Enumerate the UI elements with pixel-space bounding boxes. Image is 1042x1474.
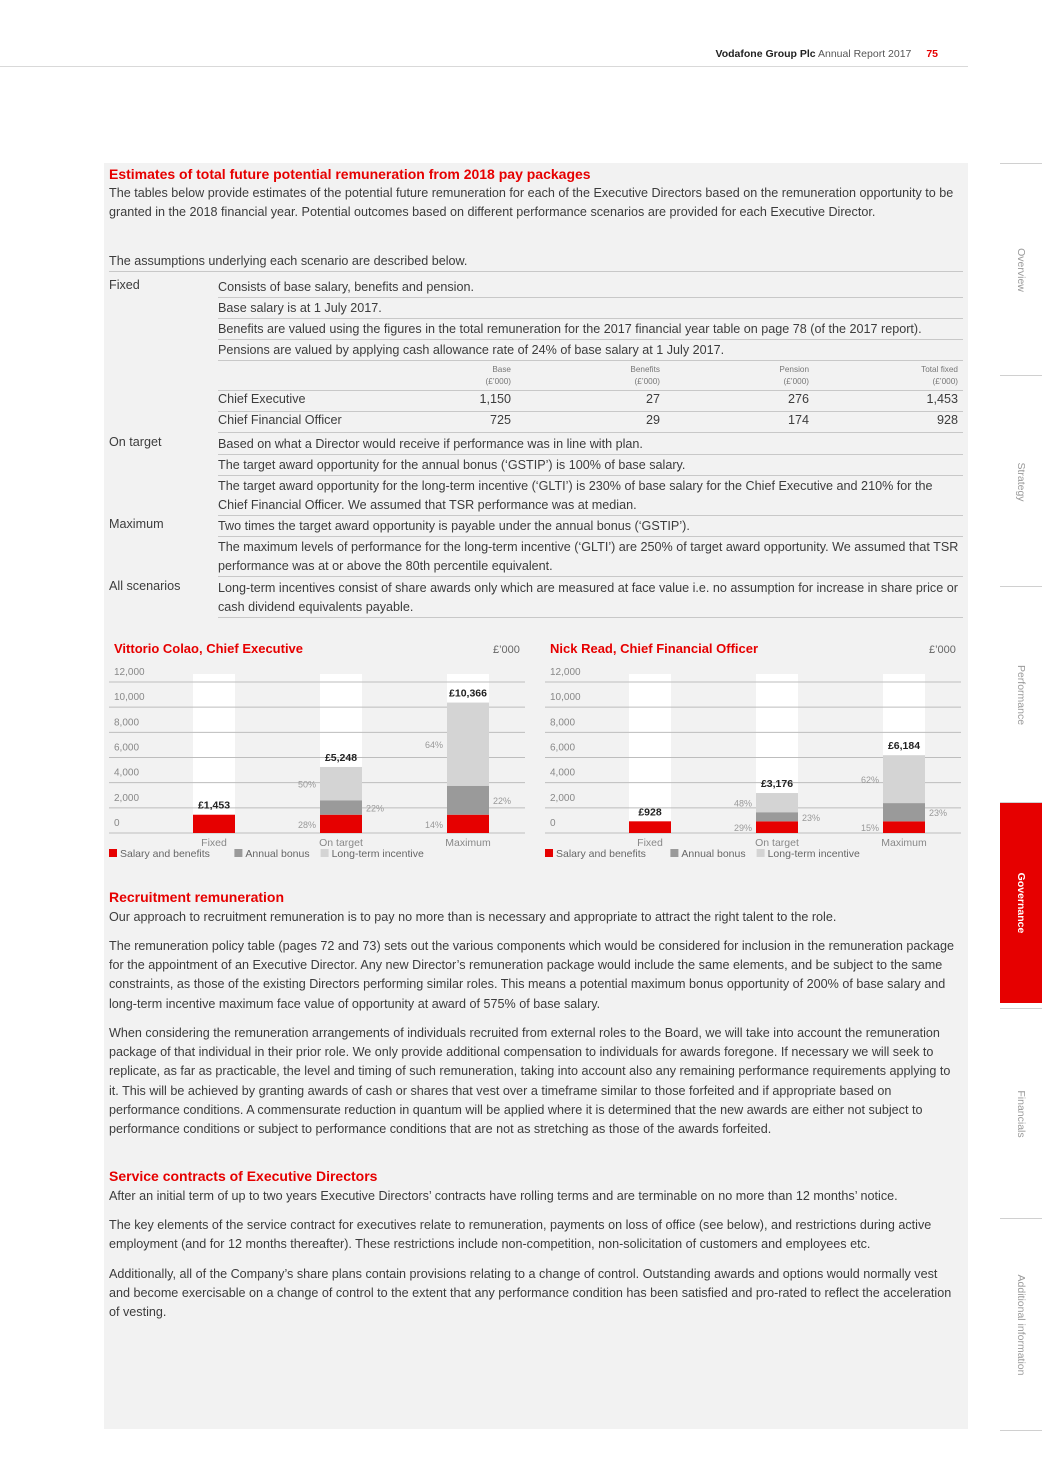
table-header-total: Total fixed (£’000) [921, 365, 958, 386]
tab-additional-information[interactable]: Additional information [1000, 1218, 1042, 1431]
maximum-line: The maximum levels of performance for the long-term incentive (‘GLTI’) are 250% of target award opportunity. We assumed that TSR performance was at or above the 80th percentile equivalent. [218, 538, 963, 577]
y-tick-label: 10,000 [114, 692, 145, 704]
percent-label: 48% [733, 798, 752, 809]
percent-label: 15% [860, 823, 879, 834]
bar-segment [756, 821, 798, 833]
on-target-line: The target award opportunity for the long-term incentive (‘GLTI’) is 230% of base salary for the Chief Executive and 210% for the Chief Financial Officer. We assumed that TSR performance was at median. [218, 477, 963, 516]
table-header-pension: Pension (£’000) [779, 365, 809, 386]
assumptions-text: The assumptions underlying each scenario are described below. [109, 252, 963, 272]
fixed-line: Benefits are valued using the figures in the total remuneration for the 2017 financial year table on page 78 (of the 2017 report). [218, 320, 963, 340]
service-paragraph: Additionally, all of the Company’s share plans contain provisions relating to a change of control. Outstanding awards and options would normally vest and become exercisable on a change of control to the extent that any performance condition has been satisfied and pro-rated to reflect the acceleration of vesting. [109, 1267, 952, 1320]
total-label: £6,184 [887, 740, 921, 753]
legend-swatch [109, 849, 117, 857]
percent-label: 29% [733, 823, 752, 834]
bar-segment [756, 793, 798, 812]
recruitment-heading: Recruitment remuneration [109, 889, 285, 905]
legend-swatch [545, 849, 553, 857]
legend-swatch [757, 849, 765, 857]
table-row [218, 390, 963, 412]
table-header-benefits: Benefits (£’000) [630, 365, 660, 386]
legend-swatch [321, 849, 329, 857]
bar-segment [320, 800, 362, 814]
y-tick-label: 8,000 [550, 717, 576, 729]
chart-title: Vittorio Colao, Chief Executive [114, 641, 304, 656]
table-cell: 1,453 [926, 392, 958, 406]
bar-segment [320, 815, 362, 833]
y-tick-label: 0 [114, 818, 120, 829]
ceo-chart [109, 666, 529, 876]
recruitment-paragraph: When considering the remuneration arrangements of individuals recruited from external roles to the Board, we will take into account the remuneration package of that individual in their prior role. We only provide additional compensation to individuals for awards foregone. If necessary we will seek to replicate, as far as practicable, the level and timing of such remuneration, taking into account also any remaining performance requirements applying to it. This will be achieved by granting awards of cash or shares that vest over a timeframe similar to those forfeited and if appropriate based on performance conditions. A commensurate reduction in quantum will be applied where it is determined that the new awards are either not subject to performance conditions or subject to performance conditions that are not as stretching as those of the awards forfeited. [109, 1026, 951, 1137]
bar-segment [447, 703, 489, 786]
y-tick-label: 6,000 [114, 742, 140, 754]
tab-performance[interactable]: Performance [1000, 586, 1042, 803]
table-cell: 1,150 [479, 392, 511, 406]
legend-label: Salary and benefits [556, 848, 646, 860]
chart-unit: £’000 [929, 644, 956, 656]
x-tick-label: Maximum [881, 837, 927, 849]
x-tick-label: Maximum [445, 837, 491, 849]
percent-label: 64% [424, 740, 443, 751]
total-label: £3,176 [760, 778, 794, 791]
tab-overview[interactable]: Overview [1000, 163, 1042, 376]
bar-segment [447, 786, 489, 815]
on-target-label: On target [109, 435, 162, 449]
x-tick-label: Fixed [201, 837, 227, 849]
tab-financials[interactable]: Financials [1000, 1008, 1042, 1219]
y-tick-label: 6,000 [550, 742, 576, 754]
legend-label: Annual bonus [245, 848, 310, 860]
y-tick-label: 10,000 [550, 692, 581, 704]
table-row [218, 412, 963, 433]
y-tick-label: 2,000 [550, 792, 576, 804]
percent-label: 14% [424, 819, 443, 830]
fixed-line: Pensions are valued by applying cash allowance rate of 24% of base salary at 1 July 2017. [218, 341, 963, 361]
percent-label: 50% [297, 779, 316, 790]
total-label: £5,248 [324, 751, 358, 764]
x-tick-label: On target [755, 837, 799, 849]
estimates-heading: Estimates of total future potential remuneration from 2018 pay packages [109, 166, 591, 182]
total-label: £10,366 [449, 687, 487, 700]
bar-segment [883, 821, 925, 833]
chart-unit: £’000 [493, 644, 520, 656]
x-tick-label: Fixed [637, 837, 663, 849]
page-header [0, 46, 968, 67]
bar-segment [320, 767, 362, 800]
header-company: Vodafone Group Plc [715, 48, 816, 60]
service-paragraph: After an initial term of up to two years Executive Directors’ contracts have rolling terms and are terminable on no more than 12 months’ notice. [109, 1189, 898, 1203]
bar-segment [629, 821, 671, 833]
y-tick-label: 12,000 [114, 667, 145, 678]
percent-label: 28% [297, 819, 316, 830]
total-label: £928 [638, 806, 662, 819]
table-cell: 29 [645, 413, 660, 427]
fixed-label: Fixed [109, 278, 140, 292]
fixed-line: Base salary is at 1 July 2017. [218, 299, 963, 319]
table-cell: 928 [936, 413, 958, 427]
tab-governance[interactable]: Governance [1000, 802, 1042, 1003]
y-tick-label: 2,000 [114, 792, 140, 804]
legend-swatch [234, 849, 242, 857]
total-label: £1,453 [197, 799, 231, 812]
y-tick-label: 12,000 [550, 667, 581, 678]
section-tabs [1000, 163, 1042, 1429]
maximum-line: Two times the target award opportunity is payable under the annual bonus (‘GSTIP’). [218, 517, 963, 537]
legend-label: Long-term incentive [767, 848, 860, 860]
bar-segment [883, 803, 925, 821]
table-row-name: Chief Financial Officer [218, 413, 342, 427]
table-header-base: Base (£’000) [485, 365, 511, 386]
on-target-line: Based on what a Director would receive if performance was in line with plan. [218, 435, 963, 455]
chart-title: Nick Read, Chief Financial Officer [550, 641, 759, 656]
page-number: 75 [926, 48, 938, 60]
x-tick-label: On target [319, 837, 363, 849]
legend-label: Long-term incentive [331, 848, 424, 860]
recruitment-paragraph: The remuneration policy table (pages 72 and 73) sets out the various components which would be considered for inclusion in the remuneration package for the appointment of an Executive Director. Any new Director’s remuneration package would include the same elements, and be subject to the same constraints, as those of the existing Directors performing similar roles. This means a potential maximum bonus opportunity of 200% of base salary and long-term incentive maximum face value of opportunity at award of 575% of base salary. [109, 939, 954, 1011]
bar-segment [883, 755, 925, 803]
table-cell: 174 [787, 413, 809, 427]
table-cell: 276 [787, 392, 809, 406]
table-cell: 725 [489, 413, 511, 427]
recruitment-paragraph: Our approach to recruitment remuneration is to pay no more than is necessary and appropriate to attract the right talent to the role. [109, 910, 837, 924]
y-tick-label: 4,000 [114, 767, 140, 779]
legend-label: Annual bonus [681, 848, 746, 860]
table-cell: 27 [645, 392, 660, 406]
table-row-name: Chief Executive [218, 392, 306, 406]
percent-label: 22% [366, 803, 385, 814]
percent-label: 23% [929, 808, 948, 819]
bar-segment [756, 812, 798, 821]
bar-segment [193, 815, 235, 833]
y-tick-label: 8,000 [114, 717, 140, 729]
percent-label: 23% [802, 812, 821, 823]
estimates-intro: The tables below provide estimates of the potential future remuneration for each of the Executive Directors based on the remuneration opportunity to be granted in the 2018 financial year. Potential outcomes based on different performance scenarios are provided for each Executive Director. [109, 186, 954, 220]
legend-swatch [670, 849, 678, 857]
all-scenarios-label: All scenarios [109, 579, 181, 593]
percent-label: 62% [860, 775, 879, 786]
header-report: Annual Report 2017 [817, 48, 912, 60]
cfo-chart [545, 666, 965, 876]
service-paragraph: The key elements of the service contract for executives relate to remuneration, payments on loss of office (see below), and restrictions during active employment (and for 12 months thereafter). These restrictions include non-competition, non-solicitation of customers and employees etc. [109, 1218, 932, 1252]
on-target-line: The target award opportunity for the annual bonus (‘GSTIP’) is 100% of base salary. [218, 456, 963, 476]
maximum-label: Maximum [109, 517, 164, 531]
tab-strategy[interactable]: Strategy [1000, 375, 1042, 587]
y-tick-label: 4,000 [550, 767, 576, 779]
bar-segment [447, 815, 489, 833]
percent-label: 22% [493, 796, 512, 807]
y-tick-label: 0 [550, 818, 556, 829]
all-scenarios-line: Long-term incentives consist of share awards only which are measured at face value i.e. no assumption for increase in share price or cash dividend equivalents payable. [218, 579, 963, 618]
legend-label: Salary and benefits [120, 848, 210, 860]
header-text [715, 48, 938, 60]
service-heading: Service contracts of Executive Directors [109, 1168, 378, 1184]
fixed-line: Consists of base salary, benefits and pension. [218, 278, 963, 298]
